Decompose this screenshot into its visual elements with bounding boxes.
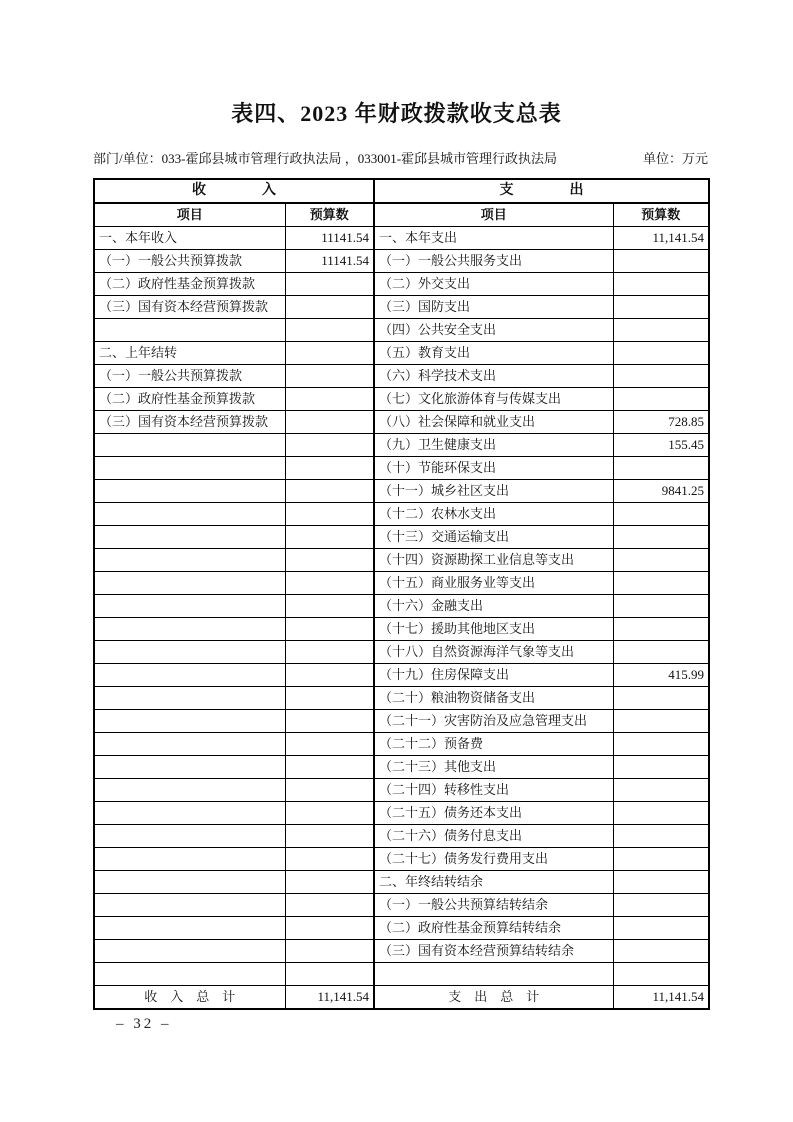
meta-row <box>93 148 708 167</box>
table-row <box>94 687 709 710</box>
table-row <box>94 411 709 434</box>
expenditure-budget-cell <box>613 871 709 894</box>
expenditure-item-cell: （一）一般公共服务支出 <box>374 250 613 273</box>
revenue-budget-cell <box>285 549 374 572</box>
revenue-budget-cell <box>285 641 374 664</box>
revenue-budget-cell <box>285 963 374 986</box>
revenue-item-cell <box>94 664 285 687</box>
expenditure-budget-cell <box>613 296 709 319</box>
revenue-budget-cell <box>285 319 374 342</box>
revenue-budget-cell <box>285 871 374 894</box>
revenue-total-value: 11,141.54 <box>285 986 374 1010</box>
table-body <box>94 227 709 986</box>
total-row <box>94 986 709 1010</box>
department-unit-label: 部门/单位：033-霍邱县城市管理行政执法局 ，033001-霍邱县城市管理行政执法局 <box>93 151 558 166</box>
revenue-item-cell <box>94 825 285 848</box>
expenditure-item-cell: 一、本年支出 <box>374 227 613 250</box>
table-row <box>94 940 709 963</box>
table-row <box>94 917 709 940</box>
revenue-item-cell <box>94 848 285 871</box>
revenue-budget-cell <box>285 595 374 618</box>
expenditure-item-cell: （七）文化旅游体育与传媒支出 <box>374 388 613 411</box>
revenue-item-cell: （三）国有资本经营预算拨款 <box>94 411 285 434</box>
revenue-item-cell <box>94 572 285 595</box>
table-row <box>94 963 709 986</box>
expenditure-total-label: 支 出 总 计 <box>374 986 613 1010</box>
revenue-budget-cell <box>285 940 374 963</box>
expenditure-budget-cell <box>613 526 709 549</box>
expenditure-budget-cell <box>613 572 709 595</box>
revenue-budget-cell <box>285 710 374 733</box>
table-row <box>94 457 709 480</box>
expenditure-budget-cell <box>613 848 709 871</box>
expenditure-budget-cell <box>613 618 709 641</box>
revenue-budget-cell <box>285 894 374 917</box>
table-row <box>94 296 709 319</box>
expenditure-section-header: 支 出 <box>374 179 709 203</box>
table-row <box>94 595 709 618</box>
table-row <box>94 733 709 756</box>
table-row <box>94 388 709 411</box>
expenditure-budget-cell: 11,141.54 <box>613 227 709 250</box>
table-row <box>94 618 709 641</box>
revenue-item-cell <box>94 549 285 572</box>
revenue-budget-cell <box>285 917 374 940</box>
revenue-item-column-header: 项目 <box>94 203 285 227</box>
table-row <box>94 250 709 273</box>
revenue-budget-cell <box>285 848 374 871</box>
expenditure-item-cell: （二十七）债务发行费用支出 <box>374 848 613 871</box>
table-row <box>94 480 709 503</box>
expenditure-budget-cell <box>613 687 709 710</box>
revenue-budget-cell <box>285 779 374 802</box>
revenue-budget-cell <box>285 273 374 296</box>
expenditure-budget-cell <box>613 388 709 411</box>
table-row <box>94 572 709 595</box>
revenue-item-cell <box>94 894 285 917</box>
expenditure-item-cell: （二）政府性基金预算结转结余 <box>374 917 613 940</box>
table-row <box>94 871 709 894</box>
revenue-item-cell <box>94 319 285 342</box>
table-row <box>94 664 709 687</box>
expenditure-item-cell: （三）国有资本经营预算结转结余 <box>374 940 613 963</box>
expenditure-item-cell: （二十三）其他支出 <box>374 756 613 779</box>
revenue-item-cell <box>94 687 285 710</box>
revenue-section-header: 收 入 <box>94 179 374 203</box>
table-row <box>94 848 709 871</box>
revenue-item-cell <box>94 940 285 963</box>
expenditure-budget-cell <box>613 940 709 963</box>
expenditure-budget-cell: 728.85 <box>613 411 709 434</box>
revenue-item-cell: 二、上年结转 <box>94 342 285 365</box>
expenditure-budget-cell <box>613 250 709 273</box>
table-row <box>94 434 709 457</box>
revenue-budget-cell <box>285 365 374 388</box>
expenditure-budget-cell <box>613 756 709 779</box>
revenue-item-cell: （三）国有资本经营预算拨款 <box>94 296 285 319</box>
expenditure-budget-cell <box>613 549 709 572</box>
expenditure-item-cell <box>374 963 613 986</box>
expenditure-item-cell: （二）外交支出 <box>374 273 613 296</box>
revenue-budget-cell <box>285 802 374 825</box>
revenue-item-cell <box>94 641 285 664</box>
revenue-budget-cell <box>285 526 374 549</box>
expenditure-item-cell: （二十二）预备费 <box>374 733 613 756</box>
expenditure-item-cell: （二十五）债务还本支出 <box>374 802 613 825</box>
table-row <box>94 710 709 733</box>
revenue-budget-cell <box>285 434 374 457</box>
expenditure-budget-cell <box>613 802 709 825</box>
revenue-item-cell <box>94 710 285 733</box>
table-row <box>94 227 709 250</box>
revenue-item-cell <box>94 434 285 457</box>
table-row <box>94 342 709 365</box>
budget-table <box>93 178 710 1010</box>
expenditure-budget-cell <box>613 365 709 388</box>
expenditure-item-cell: （十九）住房保障支出 <box>374 664 613 687</box>
revenue-item-cell <box>94 733 285 756</box>
expenditure-item-cell: （十）节能环保支出 <box>374 457 613 480</box>
expenditure-budget-cell <box>613 319 709 342</box>
expenditure-budget-cell <box>613 894 709 917</box>
expenditure-item-cell: （十四）资源勘探工业信息等支出 <box>374 549 613 572</box>
expenditure-item-cell: （十一）城乡社区支出 <box>374 480 613 503</box>
expenditure-item-cell: （八）社会保障和就业支出 <box>374 411 613 434</box>
revenue-item-cell <box>94 779 285 802</box>
expenditure-item-cell: （六）科学技术支出 <box>374 365 613 388</box>
table-row <box>94 894 709 917</box>
revenue-item-cell <box>94 457 285 480</box>
expenditure-budget-cell: 9841.25 <box>613 480 709 503</box>
revenue-budget-cell <box>285 756 374 779</box>
expenditure-item-cell: （十五）商业服务业等支出 <box>374 572 613 595</box>
table-row <box>94 526 709 549</box>
expenditure-item-cell: （四）公共安全支出 <box>374 319 613 342</box>
table-row <box>94 802 709 825</box>
revenue-budget-cell <box>285 618 374 641</box>
revenue-item-cell <box>94 802 285 825</box>
expenditure-item-cell: （二十六）债务付息支出 <box>374 825 613 848</box>
revenue-budget-cell <box>285 388 374 411</box>
expenditure-item-cell: （十三）交通运输支出 <box>374 526 613 549</box>
page-title: 表四、2023 年财政拨款收支总表 <box>231 101 562 126</box>
revenue-budget-cell <box>285 411 374 434</box>
expenditure-budget-cell <box>613 825 709 848</box>
table-row <box>94 549 709 572</box>
expenditure-budget-cell <box>613 641 709 664</box>
expenditure-item-cell: （九）卫生健康支出 <box>374 434 613 457</box>
revenue-budget-column-header: 预算数 <box>285 203 374 227</box>
revenue-budget-cell: 11141.54 <box>285 227 374 250</box>
expenditure-budget-cell <box>613 595 709 618</box>
column-header-row <box>94 203 709 227</box>
expenditure-item-cell: （五）教育支出 <box>374 342 613 365</box>
expenditure-budget-column-header: 预算数 <box>613 203 709 227</box>
revenue-budget-cell <box>285 733 374 756</box>
table-row <box>94 641 709 664</box>
expenditure-budget-cell <box>613 733 709 756</box>
expenditure-budget-cell <box>613 779 709 802</box>
revenue-item-cell: （一）一般公共预算拨款 <box>94 250 285 273</box>
revenue-item-cell <box>94 871 285 894</box>
currency-unit-label: 单位：万元 <box>642 151 708 166</box>
expenditure-item-cell: （十八）自然资源海洋气象等支出 <box>374 641 613 664</box>
expenditure-item-cell: （十七）援助其他地区支出 <box>374 618 613 641</box>
expenditure-item-cell: （一）一般公共预算结转结余 <box>374 894 613 917</box>
revenue-item-cell: 一、本年收入 <box>94 227 285 250</box>
table-row <box>94 756 709 779</box>
expenditure-budget-cell <box>613 457 709 480</box>
table-row <box>94 273 709 296</box>
expenditure-budget-cell <box>613 503 709 526</box>
expenditure-budget-cell <box>613 273 709 296</box>
table-row <box>94 365 709 388</box>
revenue-item-cell <box>94 503 285 526</box>
expenditure-budget-cell <box>613 710 709 733</box>
expenditure-budget-cell <box>613 917 709 940</box>
revenue-item-cell <box>94 963 285 986</box>
expenditure-item-cell: （十二）农林水支出 <box>374 503 613 526</box>
section-header-row <box>94 179 709 203</box>
revenue-budget-cell <box>285 342 374 365</box>
expenditure-item-column-header: 项目 <box>374 203 613 227</box>
expenditure-item-cell: （二十）粮油物资储备支出 <box>374 687 613 710</box>
revenue-budget-cell <box>285 572 374 595</box>
revenue-budget-cell <box>285 296 374 319</box>
revenue-item-cell <box>94 526 285 549</box>
expenditure-total-value: 11,141.54 <box>613 986 709 1010</box>
revenue-budget-cell: 11141.54 <box>285 250 374 273</box>
revenue-item-cell: （二）政府性基金预算拨款 <box>94 388 285 411</box>
revenue-item-cell <box>94 595 285 618</box>
revenue-item-cell <box>94 618 285 641</box>
expenditure-budget-cell <box>613 342 709 365</box>
revenue-budget-cell <box>285 503 374 526</box>
table-row <box>94 779 709 802</box>
revenue-item-cell <box>94 480 285 503</box>
revenue-budget-cell <box>285 457 374 480</box>
revenue-budget-cell <box>285 825 374 848</box>
revenue-budget-cell <box>285 664 374 687</box>
table-row <box>94 825 709 848</box>
page-number: – 32 – <box>116 1016 172 1032</box>
table-row <box>94 319 709 342</box>
expenditure-budget-cell <box>613 963 709 986</box>
revenue-total-label: 收 入 总 计 <box>94 986 285 1010</box>
revenue-item-cell <box>94 756 285 779</box>
expenditure-item-cell: （十六）金融支出 <box>374 595 613 618</box>
revenue-budget-cell <box>285 480 374 503</box>
expenditure-item-cell: （二十四）转移性支出 <box>374 779 613 802</box>
expenditure-item-cell: （二十一）灾害防治及应急管理支出 <box>374 710 613 733</box>
expenditure-item-cell: （三）国防支出 <box>374 296 613 319</box>
expenditure-budget-cell: 415.99 <box>613 664 709 687</box>
table-row <box>94 503 709 526</box>
revenue-budget-cell <box>285 687 374 710</box>
expenditure-budget-cell: 155.45 <box>613 434 709 457</box>
revenue-item-cell: （二）政府性基金预算拨款 <box>94 273 285 296</box>
revenue-item-cell <box>94 917 285 940</box>
expenditure-item-cell: 二、年终结转结余 <box>374 871 613 894</box>
revenue-item-cell: （一）一般公共预算拨款 <box>94 365 285 388</box>
